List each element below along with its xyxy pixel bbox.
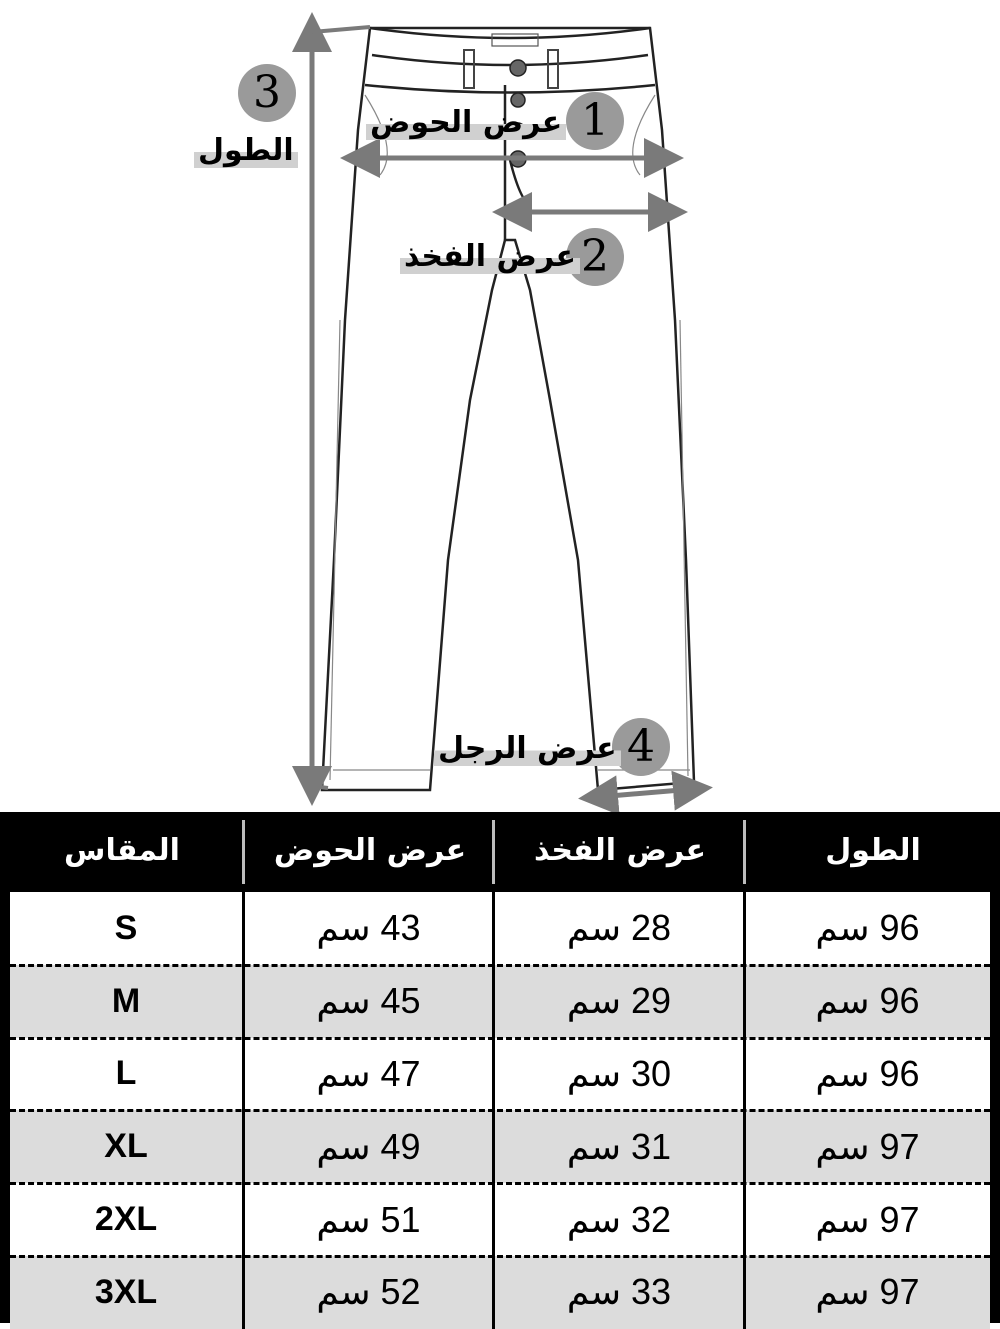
callout-4-badge: 4 (612, 718, 670, 776)
unit-label: سم (815, 1271, 870, 1313)
unit-label: سم (316, 1052, 371, 1094)
value-number: 32 (631, 1198, 672, 1240)
unit-label: سم (566, 1198, 622, 1240)
unit-label: سم (316, 980, 371, 1022)
value-number: 33 (631, 1271, 672, 1313)
cell-size: L (115, 1054, 137, 1093)
value-number: 96 (879, 907, 920, 949)
cell-waist (245, 1256, 492, 1329)
cell-size: 3XL (94, 1272, 158, 1311)
unit-label: سم (566, 1052, 622, 1094)
value-number: 47 (380, 1052, 421, 1094)
header-length: الطول (825, 833, 921, 868)
unit-label: سم (815, 1198, 870, 1240)
callout-3-badge: 3 (238, 64, 296, 122)
cell-waist (245, 1110, 492, 1183)
callout-3-label: الطول (194, 136, 298, 166)
cell-length (745, 965, 990, 1038)
value-number: 29 (631, 980, 672, 1022)
value-number: 96 (879, 1052, 920, 1094)
cell-waist (245, 1038, 492, 1111)
header-thigh: عرض الفخذ (533, 833, 707, 868)
unit-label: سم (815, 1052, 870, 1094)
unit-label: سم (316, 907, 371, 949)
cell-size: 2XL (94, 1200, 158, 1239)
cell-waist (245, 1183, 492, 1256)
cell-length (745, 1038, 990, 1111)
value-number: 97 (879, 1125, 920, 1167)
cell-length (745, 1256, 990, 1329)
value-number: 52 (380, 1271, 421, 1313)
cell-thigh (495, 1038, 743, 1111)
callout-1-label: عرض الحوض (366, 108, 566, 138)
unit-label: سم (316, 1198, 371, 1240)
value-number: 31 (631, 1125, 672, 1167)
cell-size: M (111, 981, 141, 1020)
cell-waist (245, 965, 492, 1038)
unit-label: سم (815, 980, 870, 1022)
unit-label: سم (815, 907, 870, 949)
cell-length (745, 1110, 990, 1183)
size-chart-table (0, 812, 1000, 1323)
cell-thigh (495, 1110, 743, 1183)
value-number: 30 (631, 1052, 672, 1094)
cell-waist (245, 892, 492, 965)
callout-2-label: عرض الفخذ (400, 242, 580, 272)
cell-thigh (495, 892, 743, 965)
value-number: 97 (879, 1271, 920, 1313)
value-number: 51 (380, 1198, 421, 1240)
cell-size: S (114, 908, 138, 947)
header-size: المقاس (64, 833, 180, 868)
cell-length (745, 892, 990, 965)
unit-label: سم (566, 980, 622, 1022)
cell-thigh (495, 965, 743, 1038)
cell-thigh (495, 1183, 743, 1256)
cell-size: XL (104, 1127, 148, 1166)
callout-2-badge: 2 (566, 228, 624, 286)
cell-length (745, 1183, 990, 1256)
header-waist: عرض الحوض (273, 833, 467, 868)
value-number: 28 (631, 907, 672, 949)
unit-label: سم (316, 1271, 371, 1313)
unit-label: سم (566, 1271, 622, 1313)
leg-opening-arrow (598, 789, 693, 797)
callout-4-label: عرض الرجل (434, 734, 621, 764)
value-number: 96 (879, 980, 920, 1022)
unit-label: سم (815, 1125, 870, 1167)
unit-label: سم (566, 907, 622, 949)
unit-label: سم (566, 1125, 622, 1167)
value-number: 45 (380, 980, 421, 1022)
callout-1-badge: 1 (566, 92, 624, 150)
value-number: 43 (380, 907, 421, 949)
unit-label: سم (316, 1125, 371, 1167)
value-number: 97 (879, 1198, 920, 1240)
cell-thigh (495, 1256, 743, 1329)
value-number: 49 (380, 1125, 421, 1167)
pants-outline (322, 28, 694, 790)
